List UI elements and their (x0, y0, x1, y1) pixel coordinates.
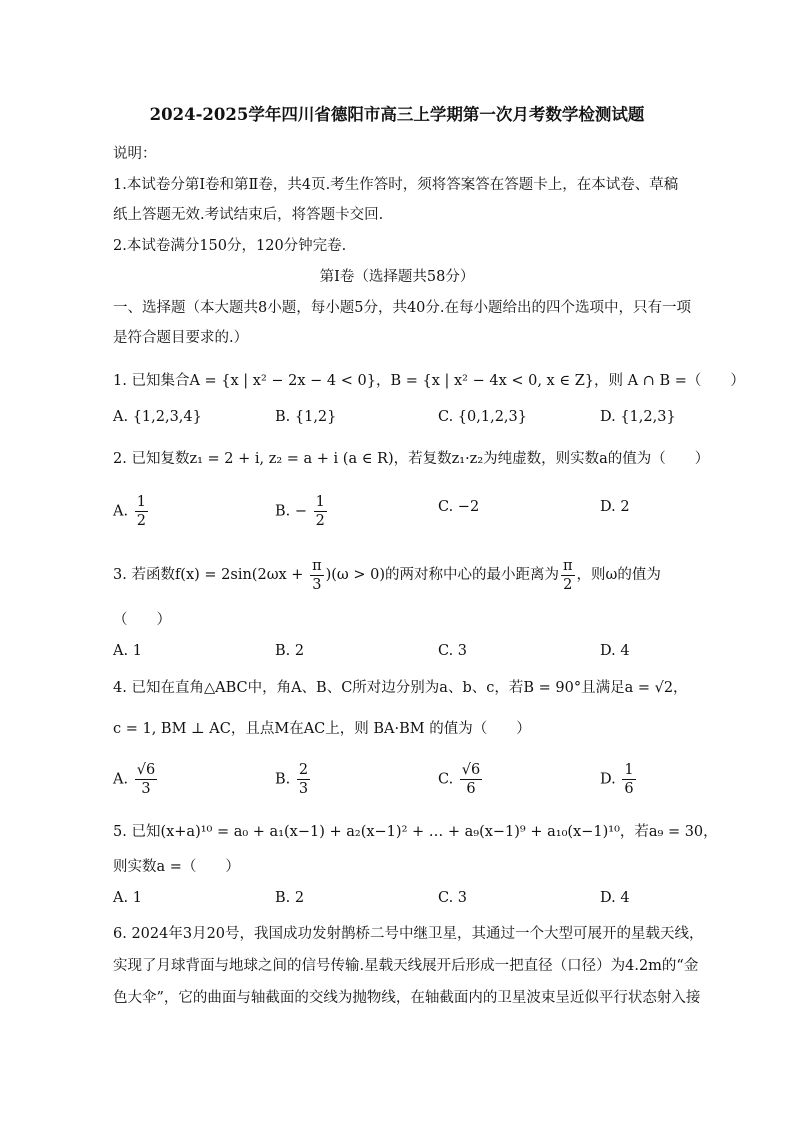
q5-option-b: B. 2 (275, 890, 305, 906)
fraction-denominator: 6 (466, 781, 476, 797)
q2-option-b (275, 493, 329, 530)
question-5-options (113, 884, 683, 912)
q3-option-c: C. 3 (438, 643, 468, 659)
q3-stem-fraction (310, 557, 324, 594)
q4-option-a (113, 761, 159, 798)
section-desc-a: 一、选择题（本大题共8小题，每小题5分，共40分.在每小题给出的四个选项中，只有一项 (113, 300, 692, 316)
q2-option-a (113, 493, 150, 530)
instruction-1b: 纸上答题无效.考试结束后，将答题卡交回. (113, 207, 384, 223)
q4-option-d-label: D. (600, 771, 616, 788)
q5-option-a: A. 1 (113, 890, 142, 906)
fraction-denominator: 2 (136, 513, 146, 529)
q4-option-b-label: B. (275, 771, 291, 788)
q2-option-b-label: B. (275, 503, 291, 520)
q3-option-a: A. 1 (113, 643, 142, 659)
q3-stem-post: ，则ω的值为 (576, 567, 661, 583)
q4-option-a-fraction (135, 761, 157, 798)
q1-option-c: C. {0,1,2,3} (438, 409, 527, 425)
fraction-numerator: 1 (315, 494, 325, 510)
question-4-options (113, 761, 683, 801)
question-1-options (113, 403, 683, 431)
q4-option-d-fraction (622, 761, 635, 798)
question-3-stem (113, 556, 684, 594)
fraction-denominator: 6 (624, 781, 634, 797)
question-5-stem-line2: 则实数a =（ ） (113, 859, 240, 875)
q2-option-d: D. 2 (600, 499, 630, 515)
q4-option-c-label: C. (438, 771, 454, 788)
instruction-1a: 1.本试卷分第Ⅰ卷和第Ⅱ卷，共4页.考生作答时，须将答案答在答题卡上，在本试卷、草稿 (113, 177, 679, 193)
fraction-denominator: 3 (312, 576, 322, 593)
instruction-2: 2.本试卷满分150分，120分钟完卷. (113, 238, 347, 254)
fraction-numerator: 2 (298, 762, 309, 778)
q4-option-c (438, 761, 484, 798)
section-heading: 第Ⅰ卷（选择题共58分） (319, 269, 475, 285)
q2-option-c: C. −2 (438, 499, 480, 515)
q3-stem-mid: )(ω > 0)的两对称中心的最小距离为 (325, 567, 559, 583)
q4-option-a-label: A. (113, 771, 129, 788)
q3-stem-pre: 3. 若函数f(x) = 2sin(2ωx + (113, 567, 309, 583)
fraction-numerator: π (312, 557, 322, 574)
instructions-heading: 说明： (113, 146, 157, 162)
q2-option-b-fraction (314, 493, 327, 530)
q4-option-b-fraction (297, 761, 310, 798)
question-6-stem-line3: 色大伞”，它的曲面与轴截面的交线为抛物线，在轴截面内的卫星波束呈近似平行状态射入接 (113, 990, 701, 1006)
q2-option-a-fraction (135, 493, 148, 530)
q1-option-b: B. {1,2} (275, 409, 337, 425)
page-title: 2024-2025学年四川省德阳市高三上学期第一次月考数学检测试题 (149, 105, 645, 124)
q3-option-b: B. 2 (275, 643, 305, 659)
q2-option-b-sign: − (294, 503, 308, 520)
q3-stem-fraction-2 (561, 557, 575, 594)
question-4-stem-line2: c = 1, BM ⊥ AC，且点M在AC上，则 BA·BM 的值为（ ） (113, 721, 531, 737)
q5-option-c: C. 3 (438, 890, 468, 906)
question-2-stem: 2. 已知复数z₁ = 2 + i, z₂ = a + i (a ∈ R)，若复数z₁·z₂为纯虚数，则实数a的值为（ ） (113, 451, 710, 467)
fraction-numerator: √6 (461, 762, 481, 778)
q4-option-d (600, 761, 638, 798)
q5-option-d: D. 4 (600, 890, 630, 906)
question-3-stem-line2: （ ） (113, 612, 171, 628)
fraction-denominator: 3 (298, 781, 309, 797)
q4-option-b (275, 761, 312, 798)
question-2-options (113, 493, 683, 533)
fraction-numerator: π (563, 557, 573, 574)
question-6-stem-line2: 实现了月球背面与地球之间的信号传输.星载天线展开后形成一把直径（口径）为4.2m的“金 (113, 958, 699, 974)
fraction-numerator: √6 (136, 762, 156, 778)
question-6-stem: 6. 2024年3月20号，我国成功发射鹊桥二号中继卫星，其通过一个大型可展开的星载天线， (113, 926, 704, 942)
question-5-stem: 5. 已知(x+a)¹⁰ = a₀ + a₁(x−1) + a₂(x−1)² + … + a₉(x−1)⁹ + a₁₀(x−1)¹⁰，若a₉ = 30， (113, 824, 718, 840)
q4-option-c-fraction (460, 761, 482, 798)
fraction-denominator: 3 (141, 781, 151, 797)
q1-option-a: A. {1,2,3,4} (113, 409, 202, 425)
question-1-stem: 1. 已知集合A = {x | x² − 2x − 4 < 0}，B = {x | x² − 4x < 0, x ∈ Z}，则 A ∩ B =（ ） (113, 373, 745, 389)
q2-option-a-label: A. (113, 503, 129, 520)
section-desc-b: 是符合题目要求的.） (113, 330, 249, 346)
question-3-options (113, 637, 683, 665)
q3-option-d: D. 4 (600, 643, 630, 659)
fraction-numerator: 1 (136, 494, 146, 510)
fraction-denominator: 2 (563, 576, 573, 593)
q1-option-d: D. {1,2,3} (600, 409, 676, 425)
fraction-numerator: 1 (624, 762, 634, 778)
fraction-denominator: 2 (315, 513, 325, 529)
question-4-stem: 4. 已知在直角△ABC中，角A、B、C所对边分别为a、b、c，若B = 90°且满足a = √2， (113, 680, 688, 696)
